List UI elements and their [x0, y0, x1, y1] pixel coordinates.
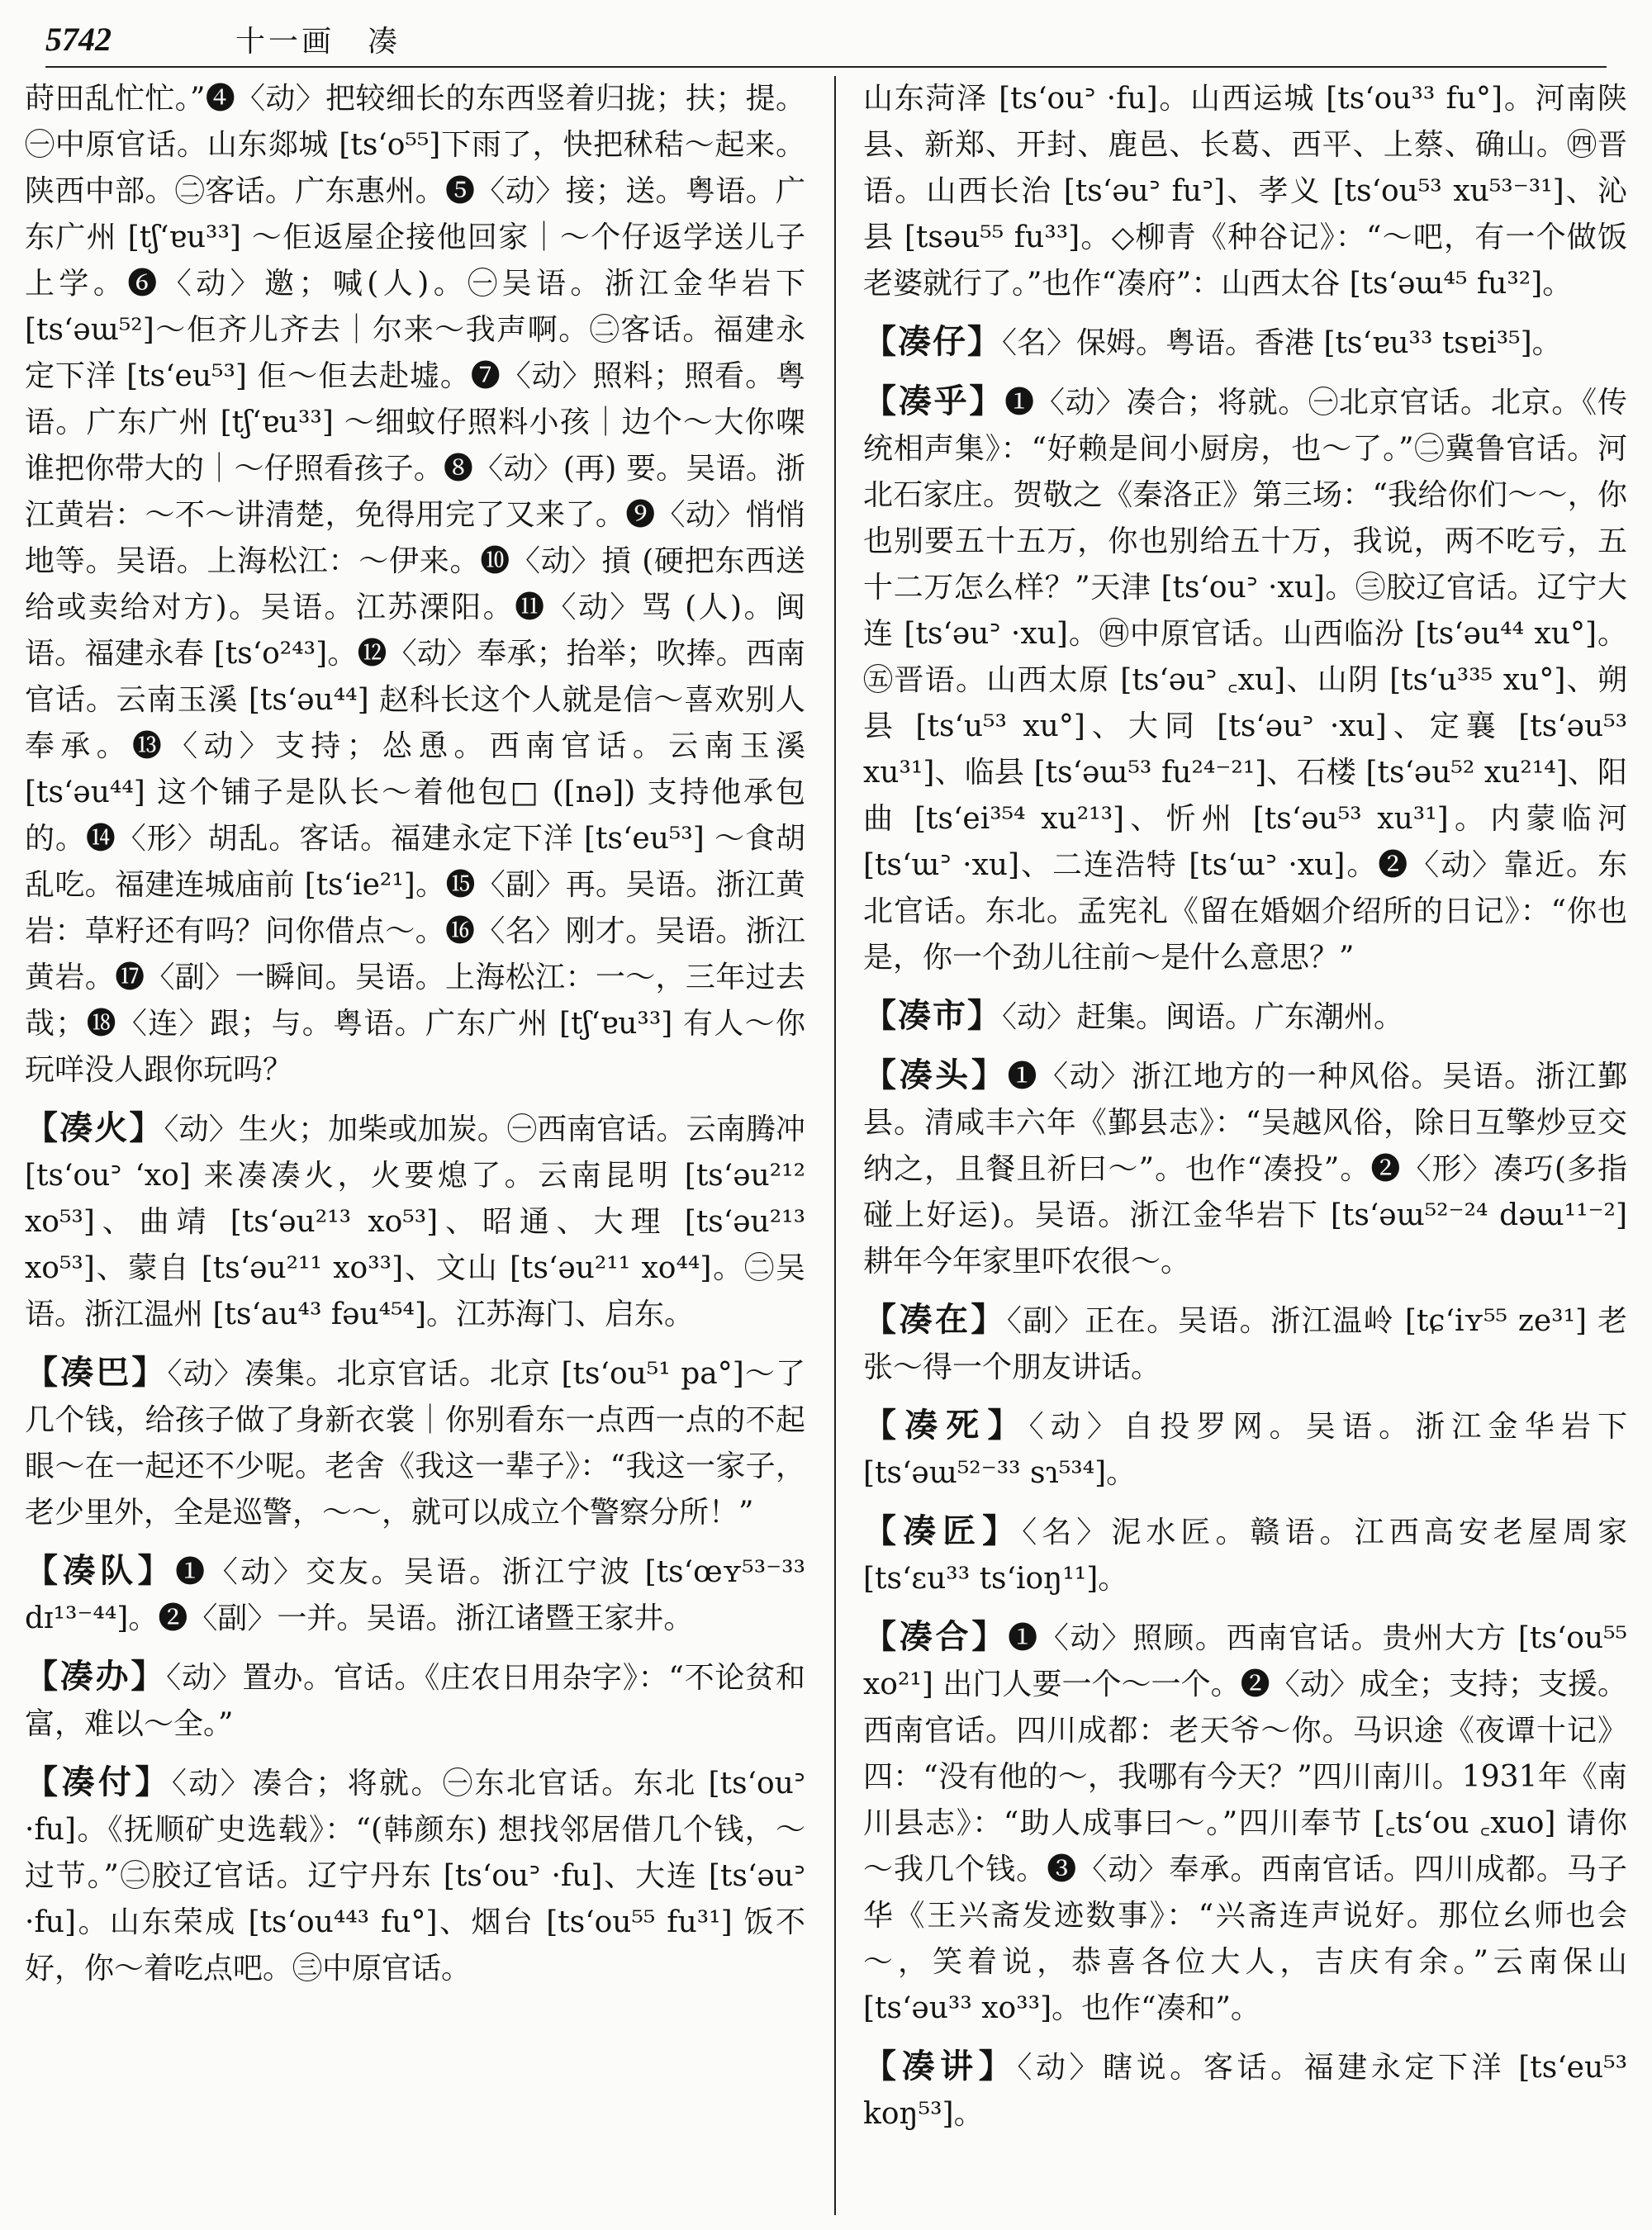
- entry-headword: 【凑匠】: [863, 1511, 1023, 1550]
- entry-text: 〈动〉生火；加柴或加炭。㊀西南官话。云南腾冲 [tsʻouᐣ ʻxo] 来凑凑火，火要熄了。云南昆明 [tsʻəu²¹² xo⁵³]、曲靖 [tsʻəu²¹³ xo⁵³]、昭通、大理 [tsʻəu²¹³ xo⁵³]、蒙自 [tsʻəu²¹¹ xo³³]、文山 [tsʻəu²¹¹ xo⁴⁴]。㊁吴语。浙江温州 [tsʻau⁴³ fəu⁴⁵⁴]。江苏海门、启东。: [25, 1113, 805, 1331]
- entry-headword: 【凑办】: [25, 1657, 167, 1696]
- entry-text: 〈副〉正在。吴语。浙江温岭 [tɕʻiʏ⁵⁵ ze³¹] 老张～得一个朋友讲话。: [863, 1304, 1627, 1384]
- entry-text: 山东菏泽 [tsʻouᐣ ·fu]。山西运城 [tsʻou³³ fu°]。河南陕县、新郑、开封、鹿邑、长葛、西平、上蔡、确山。㊃晋语。山西长治 [tsʻəuᐣ fuᐣ]、孝义 [tsʻou⁵³ xu⁵³⁻³¹]、沁县 [tsəu⁵⁵ fu³³]。◇柳青《种谷记》：“～吧，有一个做饭老婆就行了。”也作“凑府”：山西太谷 [tsʻəɯ⁴⁵ fu³²]。: [863, 82, 1627, 301]
- entry-text: 〈名〉保姆。粤语。香港 [tsʻɐu³³ tsɐi³⁵]。: [1002, 326, 1562, 360]
- dictionary-entry: [863, 1614, 1627, 2032]
- entry-headword: 【凑在】: [863, 1300, 1007, 1339]
- dictionary-entry: [25, 1654, 805, 1748]
- dictionary-entry: [863, 1508, 1627, 1602]
- dictionary-entry: [25, 1548, 805, 1642]
- dictionary-entry: [863, 319, 1627, 367]
- entry-text: 〈名〉泥水匠。赣语。江西高安老屋周家 [tsʻɛu³³ tsʻioŋ¹¹]。: [863, 1516, 1627, 1596]
- dictionary-entry: [25, 1350, 805, 1536]
- entry-headword: 【凑讲】: [863, 2047, 1018, 2085]
- dictionary-entry: [863, 2043, 1627, 2137]
- entry-headword: 【凑仔】: [863, 322, 1002, 361]
- dictionary-entry: [863, 1052, 1627, 1285]
- entry-text: ❶〈动〉照顾。西南官话。贵州大方 [tsʻou⁵⁵ xo²¹] 出门人要一个～一个。❷〈动〉成全；支持；支援。西南官话。四川成都：老天爷～你。马识途《夜谭十记》四：“没有他的～，我哪有今天？”四川南川。1931年《南川县志》：“助人成事曰～。”四川奉节 [꜀tsʻou ꜀xuo] 请你～我几个钱。❸〈动〉奉承。西南官话。四川成都。马子华《王兴斋发迹数事》：“兴斋连声说好。那位幺师也会～，笑着说，恭喜各位大人，吉庆有余。”云南保山 [tsʻəu³³ xo³³]。也作“凑和”。: [863, 1621, 1627, 2025]
- entry-headword: 【凑头】: [863, 1056, 1008, 1094]
- stroke-section: 十一画: [235, 24, 335, 59]
- entry-text: 〈动〉瞎说。客话。福建永定下洋 [tsʻeu⁵³ koŋ⁵³]。: [863, 2051, 1627, 2131]
- header-rule: [45, 66, 1607, 68]
- entry-text: ❶〈动〉浙江地方的一种风俗。吴语。浙江鄞县。清咸丰六年《鄞县志》：“吴越风俗，除日互擎炒豆交纳之，且餐且祈曰～”。也作“凑投”。❷〈形〉凑巧(多指碰上好运)。吴语。浙江金华岩下 [tsʻəɯ⁵²⁻²⁴ dəɯ¹¹⁻²] 耕年今年家里吓农很～。: [863, 1060, 1627, 1279]
- dictionary-entry: [863, 1297, 1627, 1391]
- entry-text: 〈动〉凑合；将就。㊀东北官话。东北 [tsʻouᐣ ·fu]。《抚顺矿史选载》：“(韩颜东) 想找邻居借几个钱，～过节。”㊁胶辽官话。辽宁丹东 [tsʻouᐣ ·fu]、大连 [tsʻəuᐣ ·fu]。山东荣成 [tsʻou⁴⁴³ fu°]、烟台 [tsʻou⁵⁵ fu³¹] 饭不好，你～着吃点吧。㊂中原官话。: [25, 1767, 805, 1986]
- entry-headword: 【凑死】: [863, 1406, 1029, 1445]
- entry-headword: 【凑火】: [25, 1108, 164, 1147]
- page-header: [45, 15, 1607, 63]
- entry-headword: 【凑队】: [25, 1551, 176, 1590]
- entry-text: 莳田乱忙忙。”❹〈动〉把较细长的东西竖着归拢；扶；提。㊀中原官话。山东郯城 [tsʻo⁵⁵]下雨了，快把秫秸～起来。陕西中部。㊁客话。广东惠州。❺〈动〉接；送。粤语。广东广州 [tʃʻɐu³³] ～佢返屋企接他回家｜～个仔返学送儿子上学。❻〈动〉邀；喊(人)。㊀吴语。浙江金华岩下 [tsʻəɯ⁵²]～佢齐儿齐去｜尔来～我声啊。㊁客话。福建永定下洋 [tsʻeu⁵³] 佢～佢去赴墟。❼〈动〉照料；照看。粤语。广东广州 [tʃʻɐu³³] ～细蚊仔照料小孩｜边个～大你㗎谁把你带大的｜～仔照看孩子。❽〈动〉(再) 要。吴语。浙江黄岩：～不～讲清楚，免得用完了又来了。❾〈动〉悄悄地等。吴语。上海松江：～伊来。❿〈动〉摃 (硬把东西送给或卖给对方)。吴语。江苏溧阳。⓫〈动〉骂 (人)。闽语。福建永春 [tsʻo²⁴³]。⓬〈动〉奉承；抬举；吹捧。西南官话。云南玉溪 [tsʻəu⁴⁴] 赵科长这个人就是信～喜欢别人奉承。⓭〈动〉支持；怂恿。西南官话。云南玉溪 [tsʻəu⁴⁴] 这个铺子是队长～着他包□ ([nə]) 支持他承包的。⓮〈形〉胡乱。客话。福建永定下洋 [tsʻeu⁵³] ～食胡乱吃。福建连城庙前 [tsʻie²¹]。⓯〈副〉再。吴语。浙江黄岩：草籽还有吗？问你借点～。⓰〈名〉刚才。吴语。浙江黄岩。⓱〈副〉一瞬间。吴语。上海松江：一～，三年过去哉；⓲〈连〉跟；与。粤语。广东广州 [tʃʻɐu³³] 有人～你玩咩没人跟你玩吗？: [25, 82, 805, 1087]
- page-number: 5742: [45, 20, 112, 58]
- dictionary-entry: [25, 76, 805, 1094]
- entry-headword: 【凑合】: [863, 1617, 1009, 1656]
- entry-text: 〈动〉赶集。闽语。广东潮州。: [1002, 1000, 1404, 1034]
- entry-text: ❶〈动〉交友。吴语。浙江宁波 [tsʻœʏ⁵³⁻³³ dɪ¹³⁻⁴⁴]。❷〈副〉一并。吴语。浙江诸暨王家井。: [25, 1555, 805, 1635]
- entry-text: 〈动〉自投罗网。吴语。浙江金华岩下 [tsʻəɯ⁵²⁻³³ sɿ⁵³⁴]。: [863, 1410, 1627, 1490]
- head-character: 凑: [368, 24, 398, 59]
- dictionary-entry: [863, 76, 1627, 307]
- entry-headword: 【凑付】: [25, 1763, 172, 1801]
- dictionary-entry: [863, 378, 1627, 981]
- entry-text: ❶〈动〉凑合；将就。㊀北京官话。北京。《传统相声集》：“好赖是间小厨房，也～了。”㊁冀鲁官话。河北石家庄。贺敬之《秦洛正》第三场：“我给你们～～，你也别要五十五万，你也别给五十万，我说，两不吃亏，五十二万怎么样？”天津 [tsʻouᐣ ·xu]。㊂胶辽官话。辽宁大连 [tsʻəuᐣ ·xu]。㊃中原官话。山西临汾 [tsʻəu⁴⁴ xu°]。㊄晋语。山西太原 [tsʻəuᐣ ꜀xu]、山阴 [tsʻu³³⁵ xu°]、朔县 [tsʻu⁵³ xu°]、大同 [tsʻəuᐣ ·xu]、定襄 [tsʻəu⁵³ xu³¹]、临县 [tsʻəɯ⁵³ fu²⁴⁻²¹]、石楼 [tsʻəu⁵² xu²¹⁴]、阳曲 [tsʻei³⁵⁴ xu²¹³]、忻州 [tsʻəu⁵³ xu³¹]。内蒙临河 [tsʻɯᐣ ·xu]、二连浩特 [tsʻɯᐣ ·xu]。❷〈动〉靠近。东北官话。东北。孟宪礼《留在婚姻介绍所的日记》：“你也是，你一个劲儿往前～是什么意思？”: [863, 386, 1627, 975]
- left-column: [25, 76, 805, 2215]
- entry-text: 〈动〉凑集。北京官话。北京 [tsʻou⁵¹ pa°]～了几个钱，给孩子做了身新衣裳｜你别看东一点西一点的不起眼～在一起还不少呢。老舍《我这一辈子》：“我这一家子，老少里外，全是巡警，～～，就可以成立个警察分所！”: [25, 1357, 805, 1530]
- dictionary-entry: [863, 993, 1627, 1041]
- entry-text: 〈动〉置办。官话。《庄农日用杂字》：“不论贫和富，难以～全。”: [25, 1661, 805, 1741]
- entry-headword: 【凑乎】: [863, 382, 1005, 420]
- dictionary-entry: [25, 1105, 805, 1338]
- entry-headword: 【凑巴】: [25, 1353, 168, 1392]
- dictionary-entry: [863, 1402, 1627, 1497]
- entry-headword: 【凑市】: [863, 996, 1002, 1035]
- dictionary-entry: [25, 1759, 805, 1992]
- right-column: [863, 76, 1627, 2215]
- column-divider: [834, 76, 836, 2215]
